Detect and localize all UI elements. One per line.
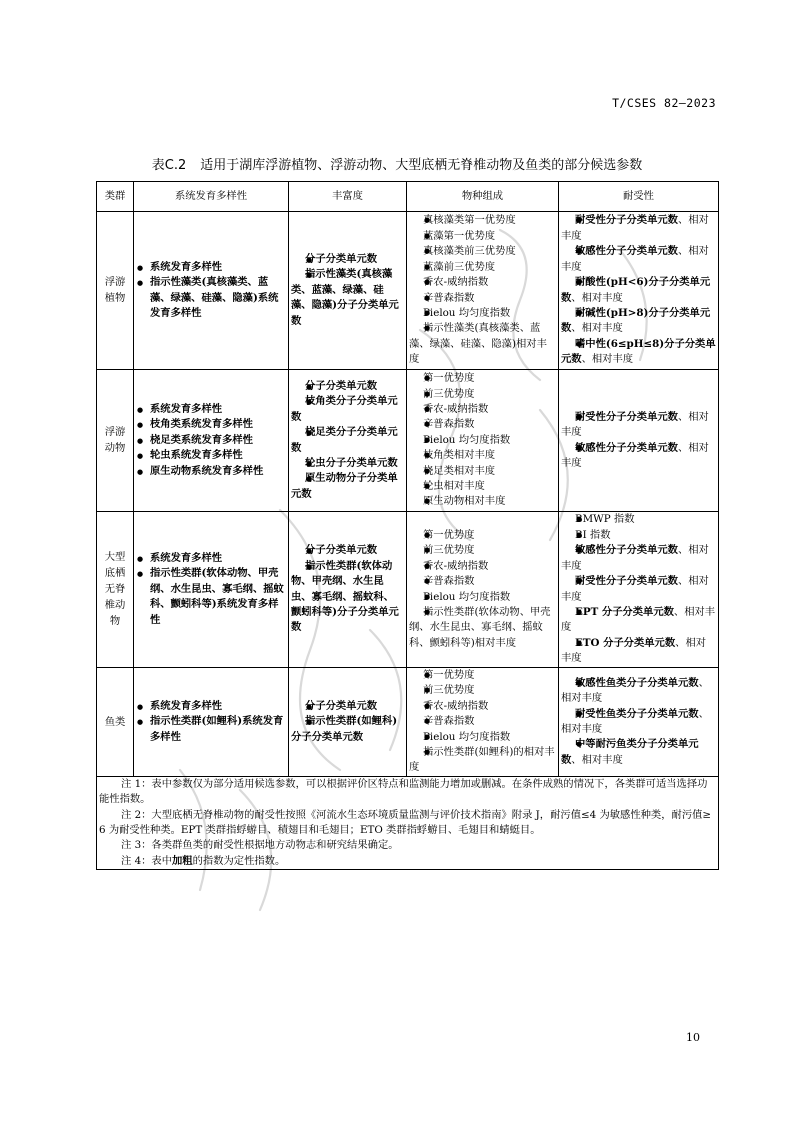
col-header-composition: 物种组成 [407, 182, 559, 212]
list-item: ● 真核藻类第一优势度 [409, 213, 556, 228]
bullet-list [136, 551, 286, 628]
list-item: ● Pielou 均匀度指数 [409, 730, 556, 745]
list-item [561, 244, 716, 275]
col-header-richness: 丰富度 [289, 182, 407, 212]
bullet-list [136, 402, 286, 479]
composition-cell [407, 212, 559, 370]
bullet-list [409, 528, 556, 651]
index-suffix: 、相对丰度 [561, 575, 709, 603]
list-item: ● 轮虫系统发育多样性 [136, 448, 286, 463]
table-row [97, 668, 719, 777]
list-item [561, 275, 716, 306]
list-item [561, 213, 716, 244]
list-item: ● 指示性类群(软体动物、甲壳纲、水生昆虫、寡毛纲、摇蚊科、颤蚓科等)系统发育多样性 [136, 566, 286, 628]
index-suffix: 、相对丰度 [561, 636, 707, 665]
index-suffix: 、相对丰度 [561, 214, 709, 242]
bold-index-name: 耐受性分子分类单元数 [575, 575, 678, 588]
table-row [97, 370, 719, 512]
richness-cell [289, 212, 407, 370]
bold-index-name: 敏感性分子分类单元数 [575, 245, 678, 258]
list-item: ● 分子分类单元数 [291, 543, 404, 558]
list-item: ● Pielou 均匀度指数 [409, 306, 556, 321]
list-item: ● 第一优势度 [409, 528, 556, 543]
parameter-table [96, 181, 719, 870]
list-item: ● 指示性类群(如鲤科)的相对丰度 [409, 745, 556, 776]
composition-cell [407, 370, 559, 512]
list-item: ● 分子分类单元数 [291, 252, 404, 267]
bold-index-name: 耐受性鱼类分子分类单元数 [575, 707, 699, 720]
list-item [561, 337, 716, 368]
index-suffix: BMWP 指数 [575, 513, 635, 526]
bullet-list [561, 410, 716, 472]
table-number: 表C.2 [151, 158, 187, 173]
bullet-list [291, 543, 404, 635]
index-suffix: 、相对丰度 [561, 441, 709, 469]
table-note [99, 808, 716, 839]
list-item: ● 原生动物相对丰度 [409, 494, 556, 509]
bullet-list [409, 371, 556, 510]
list-item: ● 香农-威纳指数 [409, 275, 556, 290]
bullet-list [136, 699, 286, 745]
category-label: 浮游植物 [104, 276, 126, 305]
note-text: 注 4：表中 [121, 854, 173, 867]
table-note [99, 838, 716, 853]
list-item: ● 系统发育多样性 [136, 699, 286, 714]
list-item [561, 512, 716, 527]
list-item: ● 第一优势度 [409, 668, 556, 683]
list-item: ● 原生动物分子分类单元数 [291, 471, 404, 502]
phylogenetic-diversity-cell [134, 512, 289, 668]
bullet-list [291, 379, 404, 502]
bold-index-name: 中等耐污鱼类分子分类单元数 [561, 738, 699, 766]
bullet-list [409, 213, 556, 367]
bullet-list [291, 252, 404, 329]
list-item: ● 香农-威纳指数 [409, 699, 556, 714]
table-notes [97, 776, 719, 869]
tolerance-cell [559, 370, 719, 512]
col-header-phylogenetic-diversity: 系统发育多样性 [134, 182, 289, 212]
table-header-row [97, 182, 719, 212]
bold-index-name: 敏感性分子分类单元数 [575, 441, 678, 454]
list-item [561, 707, 716, 738]
bullet-list [561, 213, 716, 367]
list-item: ● 桡足类分子分类单元数 [291, 425, 404, 456]
list-item: ● 前三优势度 [409, 387, 556, 402]
list-item [561, 543, 716, 574]
note-text: 的指数为定性指数。 [192, 854, 286, 867]
list-item: ● 前三优势度 [409, 543, 556, 558]
note-bold-text: 加粗 [172, 854, 193, 867]
list-item: ● 分子分类单元数 [291, 699, 404, 714]
table-row [97, 512, 719, 668]
tolerance-cell [559, 668, 719, 777]
table-note [99, 777, 716, 808]
bold-index-name: 敏感性分子分类单元数 [575, 544, 678, 557]
phylogenetic-diversity-cell [134, 370, 289, 512]
list-item: ● 香农-威纳指数 [409, 559, 556, 574]
bold-index-name: 嗜中性(6≤pH≤8)分子分类单元数 [561, 337, 716, 366]
list-item: ● 指示性类群(软体动物、甲壳纲、水生昆虫、寡毛纲、摇蚊科、颤蚓科等)分子分类单元数 [291, 559, 404, 636]
list-item: ● 香农-威纳指数 [409, 402, 556, 417]
note-text: 注 2：大型底栖无脊椎动物的耐受性按照《河流水生态环境质量监测与评价技术指南》附录 J，耐污值≤4 为敏感性种类，耐污值≥6 为耐受性种类。EPT 类群指蜉蝣目、積翅目和毛翅目；ETO 类群指蜉蝣目、毛翅目和蜻蜓目。 [99, 808, 712, 837]
index-suffix: 、相对丰度 [571, 753, 623, 766]
phylogenetic-diversity-cell [134, 212, 289, 370]
list-item: ● 第一优势度 [409, 371, 556, 386]
index-suffix: 、相对丰度 [571, 322, 623, 335]
list-item: ● 真核藻类前三优势度 [409, 244, 556, 259]
bold-index-name: 耐受性分子分类单元数 [575, 410, 678, 423]
table-row [97, 212, 719, 370]
bullet-list [136, 260, 286, 322]
bold-index-name: 耐受性分子分类单元数 [575, 214, 678, 227]
note-text: 注 1：表中参数仅为部分适用候选参数，可以根据评价区特点和监测能力增加或删减。在条件成熟的情况下，各类群可适当选择功能性指数。 [99, 777, 708, 806]
bullet-list [561, 512, 716, 666]
index-suffix: 、相对丰度 [561, 707, 709, 735]
list-item: ● 蓝藻第一优势度 [409, 229, 556, 244]
category-label: 大型底栖无脊椎动物 [104, 551, 126, 628]
index-suffix: 、相对丰度 [561, 544, 709, 572]
list-item: ● 辛普森指数 [409, 574, 556, 589]
list-item: ● 辛普森指数 [409, 291, 556, 306]
note-text: 注 3：各类群鱼类的耐受性根据地方动物志和研究结果确定。 [121, 839, 399, 852]
table-note [99, 854, 716, 869]
richness-cell [289, 512, 407, 668]
list-item: ● 指示性类群(软体动物、甲壳纲、水生昆虫、寡毛纲、摇蚊科、颤蚓科等)相对丰度 [409, 605, 556, 651]
document-code: T/CSES 82—2023 [612, 96, 716, 110]
list-item [561, 605, 716, 636]
list-item [561, 574, 716, 605]
index-suffix: 、相对丰度 [581, 353, 634, 366]
list-item: ● 分子分类单元数 [291, 379, 404, 394]
tolerance-cell [559, 212, 719, 370]
bold-index-name: EPT 分子分类单元数 [575, 605, 674, 618]
list-item: ● 系统发育多样性 [136, 260, 286, 275]
list-item: ● 枝角类分子分类单元数 [291, 394, 404, 425]
list-item: ● 桡足类系统发育多样性 [136, 433, 286, 448]
category-label: 鱼类 [104, 715, 126, 728]
bold-index-name: 敏感性鱼类分子分类单元数 [575, 676, 699, 689]
richness-cell [289, 370, 407, 512]
list-item: ● Pielou 均匀度指数 [409, 590, 556, 605]
category-cell [97, 212, 134, 370]
category-cell [97, 370, 134, 512]
col-header-category: 类群 [97, 182, 134, 212]
category-cell [97, 668, 134, 777]
list-item: ● 前三优势度 [409, 683, 556, 698]
list-item: ● 蓝藻前三优势度 [409, 260, 556, 275]
composition-cell [407, 512, 559, 668]
index-suffix: 、相对丰度 [561, 245, 709, 273]
list-item: ● Pielou 均匀度指数 [409, 433, 556, 448]
bold-index-name: 耐碱性(pH>8)分子分类单元数 [561, 306, 711, 335]
page-number: 10 [686, 1031, 700, 1044]
bullet-list [561, 676, 716, 768]
index-suffix: 、相对丰度 [561, 676, 709, 705]
list-item: ● 轮虫相对丰度 [409, 479, 556, 494]
category-cell [97, 512, 134, 668]
list-item: ● 枝角类相对丰度 [409, 448, 556, 463]
list-item: ● 指示性类群(如鲤科)系统发育多样性 [136, 714, 286, 745]
list-item: ● 指示性藻类(真核藻类、蓝藻、绿藻、硅藻、隐藻)相对丰度 [409, 321, 556, 367]
index-suffix: 、相对丰度 [561, 410, 709, 439]
list-item: ● 轮虫分子分类单元数 [291, 456, 404, 471]
table-title: 适用于湖库浮游植物、浮游动物、大型底栖无脊椎动物及鱼类的部分候选参数 [200, 158, 643, 173]
table-caption [0, 154, 794, 173]
bold-index-name: 耐酸性(pH<6)分子分类单元数 [561, 276, 711, 304]
category-label: 浮游动物 [104, 426, 126, 455]
list-item: ● 指示性类群(如鲤科)分子分类单元数 [291, 714, 404, 745]
list-item [561, 636, 716, 667]
list-item: ● 辛普森指数 [409, 417, 556, 432]
table-body [97, 212, 719, 870]
phylogenetic-diversity-cell [134, 668, 289, 777]
list-item [561, 676, 716, 707]
list-item: ● 系统发育多样性 [136, 402, 286, 417]
list-item: ● 指示性藻类(真核藻类、蓝藻、绿藻、硅藻、隐藻)系统发育多样性 [136, 275, 286, 321]
list-item: ● 系统发育多样性 [136, 551, 286, 566]
bold-index-name: ETO 分子分类单元数 [575, 636, 676, 649]
list-item: ● 原生动物系统发育多样性 [136, 464, 286, 479]
list-item: ● 桡足类相对丰度 [409, 464, 556, 479]
bullet-list [291, 699, 404, 745]
notes-row [97, 776, 719, 869]
bullet-list [409, 668, 556, 776]
index-suffix: 、相对丰度 [571, 291, 623, 304]
richness-cell [289, 668, 407, 777]
list-item [561, 306, 716, 337]
index-suffix: BI 指数 [575, 528, 611, 541]
list-item: ● 指示性藻类(真核藻类、蓝藻、绿藻、硅藻、隐藻)分子分类单元数 [291, 267, 404, 329]
index-suffix: 、相对丰度 [561, 605, 716, 634]
list-item [561, 737, 716, 768]
list-item: ● 辛普森指数 [409, 714, 556, 729]
composition-cell [407, 668, 559, 777]
list-item [561, 528, 716, 543]
tolerance-cell [559, 512, 719, 668]
col-header-tolerance: 耐受性 [559, 182, 719, 212]
list-item: ● 枝角类系统发育多样性 [136, 417, 286, 432]
list-item [561, 441, 716, 472]
list-item [561, 410, 716, 441]
